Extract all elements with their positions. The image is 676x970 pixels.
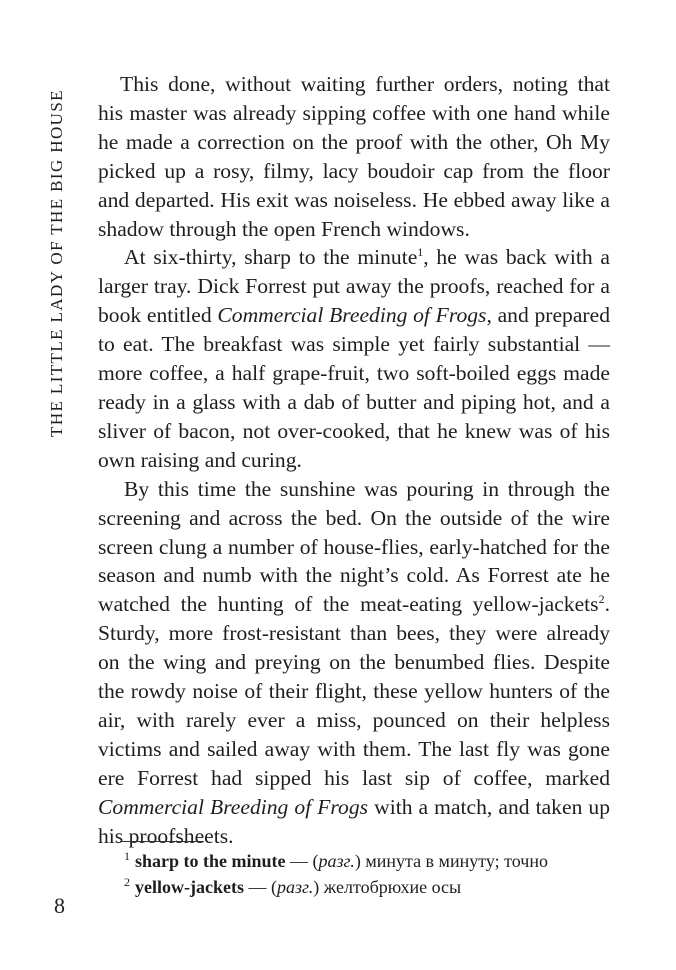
footnote-2 (124, 874, 604, 900)
paragraph-3-text-c: with a match, and taken up his proofsheets. (98, 794, 611, 848)
footnote-dash: — ( (285, 851, 319, 871)
footnote-translation: ) минута в минуту; точно (354, 851, 548, 871)
footnote-1 (124, 848, 604, 874)
body-text (98, 70, 610, 850)
footnote-register-note: разг. (276, 877, 314, 897)
paragraph-3 (98, 475, 610, 851)
footnote-dash: — ( (243, 877, 277, 897)
footnote-number: 1 (124, 849, 130, 863)
paragraph-3-text-a: By this time the sunshine was pouring in through the screening and across the bed. On the outside of the wire screen clung a number of house-flies, early-hatched for the season and numb with the night’s cold. As Forrest ate he watched the hunting of the meat-eating yellow-jackets (98, 476, 610, 617)
footnote-register-note: разг. (318, 851, 355, 871)
running-head: THE LITTLE LADY OF THE BIG HOUSE (47, 89, 66, 437)
paragraph-2-text-c: , and prepared to eat. The breakfast was simple yet fairly substantial — more coffee, a half grape-fruit, two soft-boiled eggs made ready in a glass with a dab of butter and piping hot, and a sliver of bacon, not over-cooked, that he knew was of his own raising and curing. (98, 303, 610, 472)
footnote-number: 2 (124, 875, 130, 889)
paragraph-2-text-a: At six-thirty, sharp to the minute (124, 245, 418, 270)
footnote-separator (120, 841, 204, 842)
footnote-translation: ) желтобрюхие осы (313, 877, 462, 897)
paragraph-2-text-b: , he was back with a larger tray. Dick Forrest put away the proofs, reached for a book entitled (98, 245, 610, 328)
paragraph-1: This done, without waiting further orders, noting that his master was already sipping coffee with one hand while he made a correction on the proof with the other, Oh My picked up a rosy, filmy, lacy boudoir cap from the floor and departed. His exit was noiseless. He ebbed away like a shadow through the open French windows. (98, 72, 610, 241)
footnote-ref-2: 2 (598, 592, 605, 607)
book-title-italic-1: Commercial Breeding of Frogs (217, 303, 487, 328)
book-title-italic-2: Commercial Breeding of Frogs (98, 794, 369, 819)
footnote-ref-1: 1 (417, 245, 424, 260)
paragraph-2 (98, 243, 610, 474)
page-number: 8 (54, 893, 65, 918)
footnote-term: sharp to the minute (135, 851, 286, 871)
paragraph-3-text-b: . Sturdy, more frost-resistant than bees, they were already on the wing and preying on the benumbed flies. Despite the rowdy noise of their flight, these yellow hunters of the air, with rarely ever a miss, pounced on their helpless victims and sailed away with them. The last fly was gone ere Forrest had sipped his last sip of coffee, marked (98, 592, 610, 790)
footnote-term: yellow-jackets (135, 877, 244, 897)
footnotes (124, 848, 604, 900)
